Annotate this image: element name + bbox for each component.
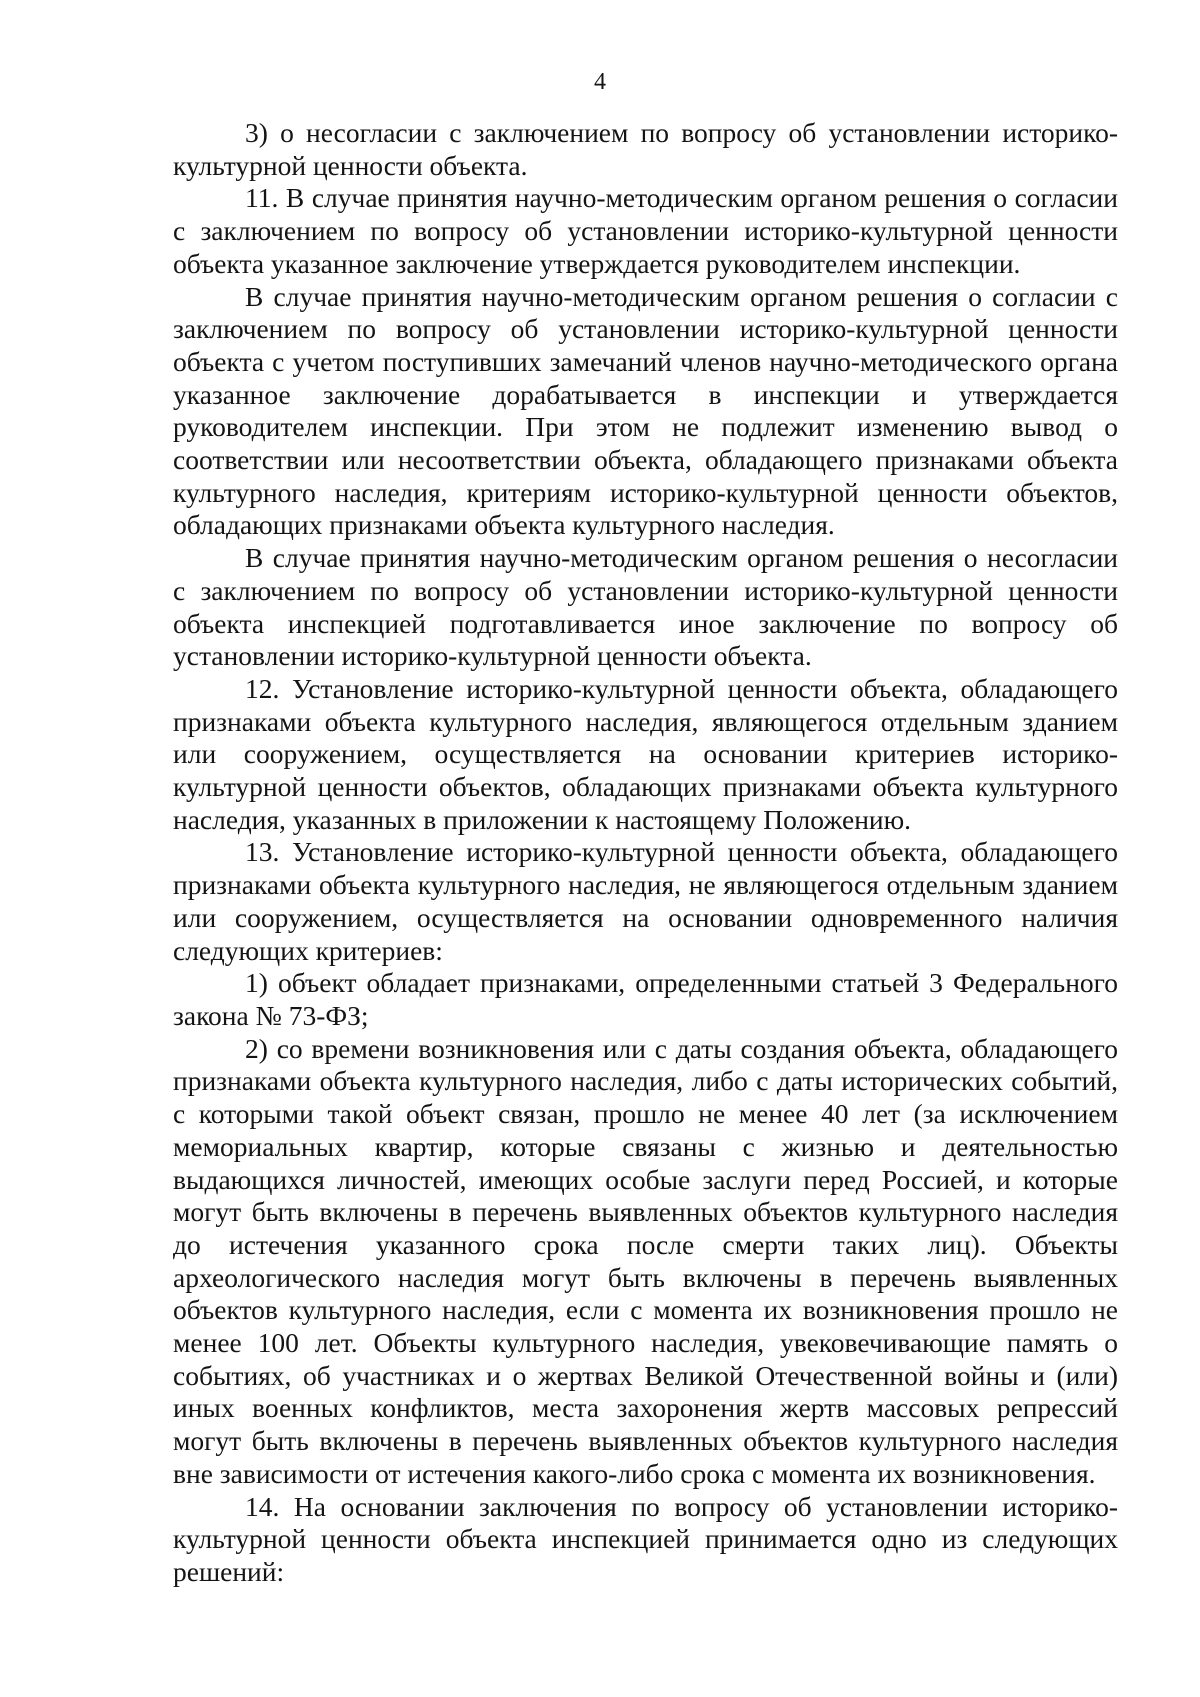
paragraph-item-3-disagreement: 3) о несогласии с заключением по вопросу об установлении историко-культурной ценности объекта.	[173, 117, 1118, 181]
paragraph-clause-14: 14. На основании заключения по вопросу об установлении историко-культурной ценности объекта инспекцией принимается одно из следующих решений:	[173, 1490, 1118, 1587]
paragraph-criterion-1: 1) объект обладает признаками, определенными статьей 3 Федерального закона № 73-ФЗ;	[173, 967, 1118, 1031]
paragraph-clause-11: 11. В случае принятия научно-методическим органом решения о согласии с заключением по вопросу об установлении историко-культурной ценности объекта указанное заключение утверждается руководителем инспекции.	[173, 182, 1118, 279]
paragraph-criterion-2: 2) со времени возникновения или с даты создания объекта, обладающего признаками объекта культурного наследия, либо с даты исторических событий, с которыми такой объект связан, прошло не менее 40 лет (за исключением мемориальных квартир, которые связаны с жизнью и деятельностью выдающихся личностей, имеющих особые заслуги перед Россией, и которые могут быть включены в перечень выявленных объектов культурного наследия до истечения указанного срока после смерти таких лиц). Объекты археологического наследия могут быть включены в перечень выявленных объектов культурного наследия, если с момента их возникновения прошло не менее 100 лет. Объекты культурного наследия, увековечивающие память о событиях, об участниках и о жертвах Великой Отечественной войны и (или) иных военных конфликтов, места захоронения жертв массовых репрессий могут быть включены в перечень выявленных объектов культурного наследия вне зависимости от истечения какого-либо срока с момента их возникновения.	[173, 1032, 1118, 1489]
paragraph-clause-12: 12. Установление историко-культурной ценности объекта, обладающего признаками объекта культурного наследия, являющегося отдельным зданием или сооружением, осуществляется на основании критериев историко-культурной ценности объектов, обладающих признаками объекта культурного наследия, указанных в приложении к настоящему Положению.	[173, 672, 1118, 835]
paragraph-clause-13: 13. Установление историко-культурной ценности объекта, обладающего признаками объекта культурного наследия, не являющегося отдельным зданием или сооружением, осуществляется на основании одновременного наличия следующих критериев:	[173, 836, 1118, 966]
page-number: 4	[594, 69, 606, 95]
paragraph-clause-11-disagreement: В случае принятия научно-методическим органом решения о несогласии с заключением по вопросу об установлении историко-культурной ценности объекта инспекцией подготавливается иное заключение по вопросу об установлении историко-культурной ценности объекта.	[173, 542, 1118, 672]
document-body	[173, 117, 1118, 1589]
paragraph-clause-11-agreement-with-remarks: В случае принятия научно-методическим органом решения о согласии с заключением по вопросу об установлении историко-культурной ценности объекта с учетом поступивших замечаний членов научно-методического органа указанное заключение дорабатывается в инспекции и утверждается руководителем инспекции. При этом не подлежит изменению вывод о соответствии или несоответствии объекта, обладающего признаками объекта культурного наследия, критериям историко-культурной ценности объектов, обладающих признаками объекта культурного наследия.	[173, 280, 1118, 541]
